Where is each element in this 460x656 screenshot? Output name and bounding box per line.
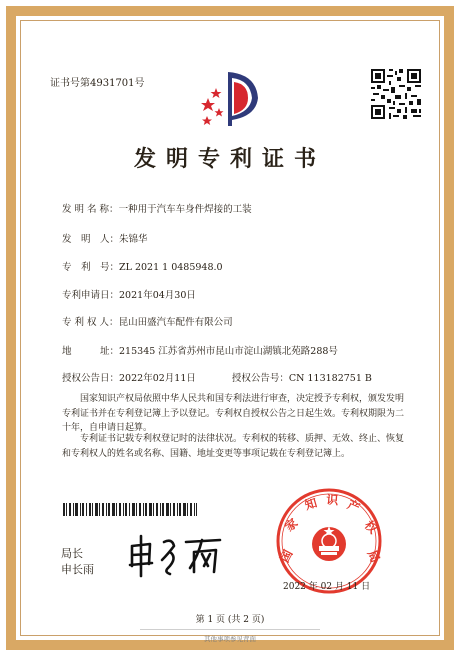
svg-text:产: 产: [345, 497, 362, 516]
field-value: ZL 2021 1 0485948.0: [119, 262, 223, 273]
certificate-number: 证书号第4931701号: [50, 78, 145, 89]
field-value: 朱锦华: [119, 234, 148, 245]
grant-statement: 国家知识产权局依照中华人民共和国专利法进行审查，决定授予专利权，颁发发明专利证书并在专利登记簿上予以登记。专利权自授权公告之日起生效。专利权期限为二十年，自申请日起算。: [62, 394, 405, 433]
legal-note: 专利证书记载专利权登记时的法律状况。专利权的转移、质押、无效、终止、恢复和专利权人的姓名或名称、国籍、地址变更等事项记载在专利登记簿上。: [62, 434, 405, 459]
field-row-address: [62, 343, 338, 357]
field-row-patentee: [62, 314, 233, 328]
field-value: 215345 江苏省苏州市昆山市淀山湖镇北苑路288号: [119, 346, 338, 357]
field-row-inventor: [62, 231, 148, 245]
page-number: 第 1 页 (共 2 页): [195, 615, 265, 625]
grant-no-value: CN 113182751 B: [288, 373, 372, 384]
field-label: 专 利 号：: [62, 262, 120, 273]
footer-note: 其他事项参见背面: [204, 635, 256, 643]
field-label: 地 址：: [62, 346, 120, 357]
svg-text:识: 识: [325, 492, 339, 508]
field-row-grant: [62, 370, 372, 384]
director-signature: [124, 532, 236, 580]
svg-text:家: 家: [282, 515, 301, 535]
certificate-title: 发明专利证书: [133, 146, 326, 172]
director-title: 局长: [61, 547, 83, 560]
footer-divider: [140, 629, 320, 630]
field-label: 发 明 人：: [62, 234, 120, 245]
field-value: 一种用于汽车车身件焊接的工装: [118, 204, 252, 215]
field-label: 专 利 权 人：: [62, 317, 119, 328]
cnipa-logo-icon: [198, 68, 266, 128]
field-row-filing-date: [62, 287, 196, 301]
field-row-invention-name: [62, 201, 252, 215]
qr-code-icon: [371, 69, 421, 119]
svg-text:国: 国: [277, 547, 296, 565]
svg-text:知: 知: [303, 495, 319, 513]
field-value: 昆山田盛汽车配件有限公司: [118, 317, 233, 328]
grant-date-value: 2022年02月11日: [119, 373, 196, 384]
grant-no-label: 授权公告号：: [231, 373, 289, 384]
field-label: 专利申请日：: [62, 290, 120, 301]
svg-text:权: 权: [361, 518, 381, 537]
director-name: 申长雨: [61, 563, 94, 576]
seal-date: 2022 年 02 月 11 日: [283, 582, 371, 592]
barcode-icon: [63, 503, 197, 516]
field-value: 2021年04月30日: [119, 290, 196, 301]
svg-text:局: 局: [364, 548, 383, 565]
field-row-patent-no: [62, 259, 223, 273]
field-label: 发 明 名 称：: [62, 204, 119, 215]
grant-date-label: 授权公告日：: [62, 373, 120, 384]
